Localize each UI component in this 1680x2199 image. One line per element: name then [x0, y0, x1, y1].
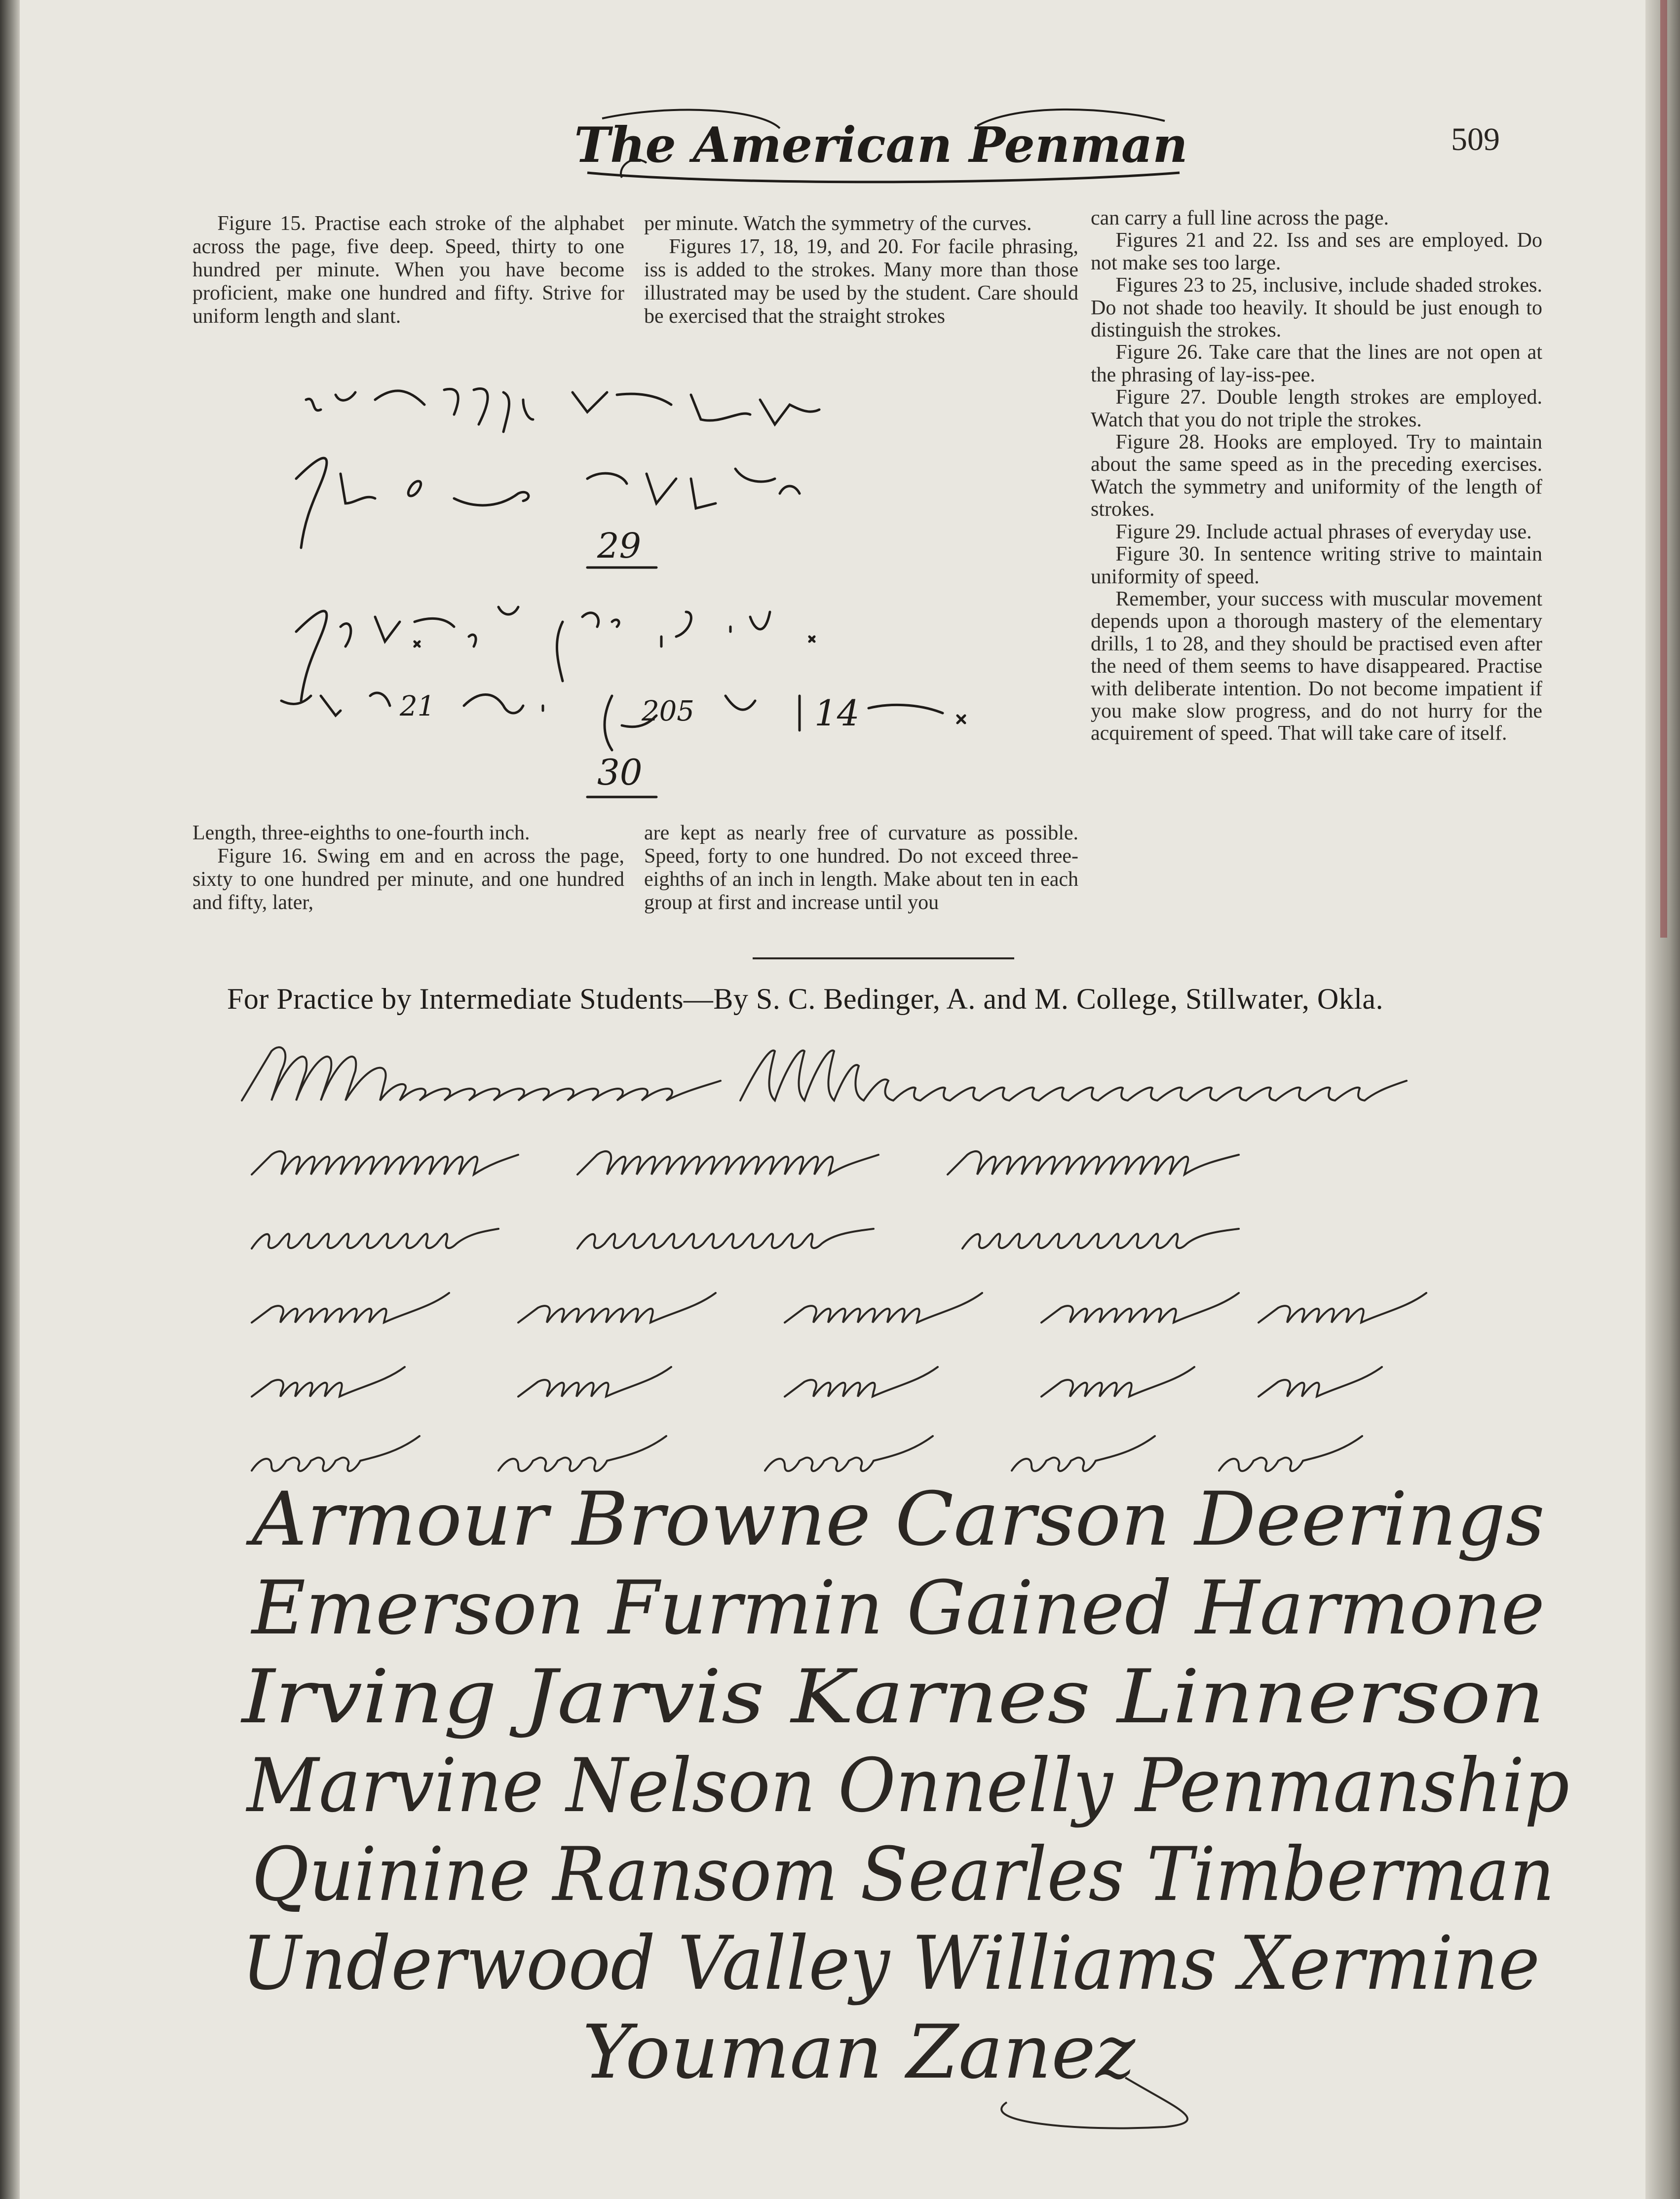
paragraph: Figures 21 and 22. Iss and ses are employed. Do not make ses too large. [1091, 229, 1542, 274]
paragraph: Figure 16. Swing em and en across the page, sixty to one hundred per minute, and one hundred and fifty, later, [192, 845, 624, 914]
figure-30-row-2 [281, 690, 965, 797]
script-drill-exercises [242, 1041, 1574, 1510]
name-line: Youman Zanez [582, 2009, 1136, 2095]
name-line: Underwood Valley Williams Xermine [242, 1921, 1540, 2007]
magazine-page [20, 0, 1645, 2199]
paragraph: Length, three-eighths to one-fourth inch. [192, 822, 530, 844]
paragraph: Figure 27. Double length strokes are employed. Watch that you do not triple the strokes. [1091, 386, 1542, 431]
practice-heading: For Practice by Intermediate Students—By S. C. Bedinger, A. and M. College, Stillwater, Okla. [227, 983, 1383, 1015]
shorthand-figures [267, 380, 1086, 814]
red-page-edge [1660, 0, 1667, 938]
paragraph: Figures 23 to 25, inclusive, include shaded strokes. Do not shade too heavily. It should be just enough to distinguish the strokes. [1091, 274, 1542, 342]
column-2-bottom [644, 822, 1078, 914]
figure-29-row-1 [306, 389, 819, 432]
figure-30-number-3: 14 [814, 692, 860, 734]
paragraph: per minute. Watch the symmetry of the curves. [644, 212, 1032, 235]
column-2-top [644, 212, 1078, 328]
name-line: Marvine Nelson Onnelly Penmanship [245, 1743, 1570, 1829]
figure-29-row-2 [296, 458, 800, 568]
page-number: 509 [1451, 121, 1500, 157]
paragraph: Figure 26. Take care that the lines are not open at the phrasing of lay-iss-pee. [1091, 341, 1542, 386]
name-line: Quinine Ransom Searles Timberman [252, 1832, 1555, 1918]
name-line: Irving Jarvis Karnes Linnerson [240, 1654, 1545, 1740]
drill-line-6 [252, 1436, 1362, 1471]
figure-30-label: 30 [597, 752, 643, 793]
name-line: Emerson Furmin Gained Harmone [250, 1565, 1545, 1651]
figure-30-number-1: 21 [400, 690, 435, 722]
masthead-title: The American Penman [574, 117, 1188, 174]
book-binding [0, 0, 20, 2199]
paragraph: Figure 15. Practise each stroke of the alphabet across the page, five deep. Speed, thirty to one hundred per minute. When you have become proficient, make one hundred and fifty. Strive for uniform length and slant. [192, 212, 624, 328]
paragraph: Remember, your success with muscular movement depends upon a thorough mastery of the elementary drills, 1 to 28, and they should be practised even after the need of them seems to have disappeared. Practise with deliberate intention. Do not become impatient if you make slow progress, and do not hurry for the acquirement of speed. That will take care of itself. [1091, 587, 1542, 745]
paragraph: Figures 17, 18, 19, and 20. For facile phrasing, iss is added to the strokes. Many more than those illustrated may be used by the student. Care should be exercised that the straight strokes [644, 235, 1078, 328]
section-divider [753, 957, 1014, 959]
drill-line-4 [252, 1293, 1426, 1323]
paragraph: can carry a full line across the page. [1091, 207, 1389, 229]
figure-30-row-1 [296, 607, 814, 701]
name-line: Armour Browne Carson Deerings [245, 1477, 1545, 1562]
drill-line-2 [252, 1151, 1239, 1175]
column-1-top [192, 212, 624, 328]
masthead-logo [573, 99, 1189, 192]
paragraph: Figure 28. Hooks are employed. Try to maintain about the same speed as in the preceding exercises. Watch the symmetry and uniformity of the length of strokes. [1091, 431, 1542, 521]
drill-line-5 [252, 1367, 1382, 1397]
drill-line-1 [242, 1047, 1407, 1100]
column-3 [1091, 207, 1542, 745]
paragraph: Figure 30. In sentence writing strive to maintain uniformity of speed. [1091, 543, 1542, 588]
paragraph: Figure 29. Include actual phrases of everyday use. [1115, 520, 1532, 543]
script-name-exercises [237, 1477, 1579, 2122]
paragraph: are kept as nearly free of curvature as possible. Speed, forty to one hundred. Do not exceed three-eighths of an inch in length. Make about ten in each group at first and increase until you [644, 822, 1078, 914]
figure-29-label: 29 [597, 526, 642, 566]
figure-30-number-2: 205 [642, 695, 694, 727]
drill-line-3 [252, 1229, 1239, 1249]
column-1-bottom [192, 822, 624, 914]
